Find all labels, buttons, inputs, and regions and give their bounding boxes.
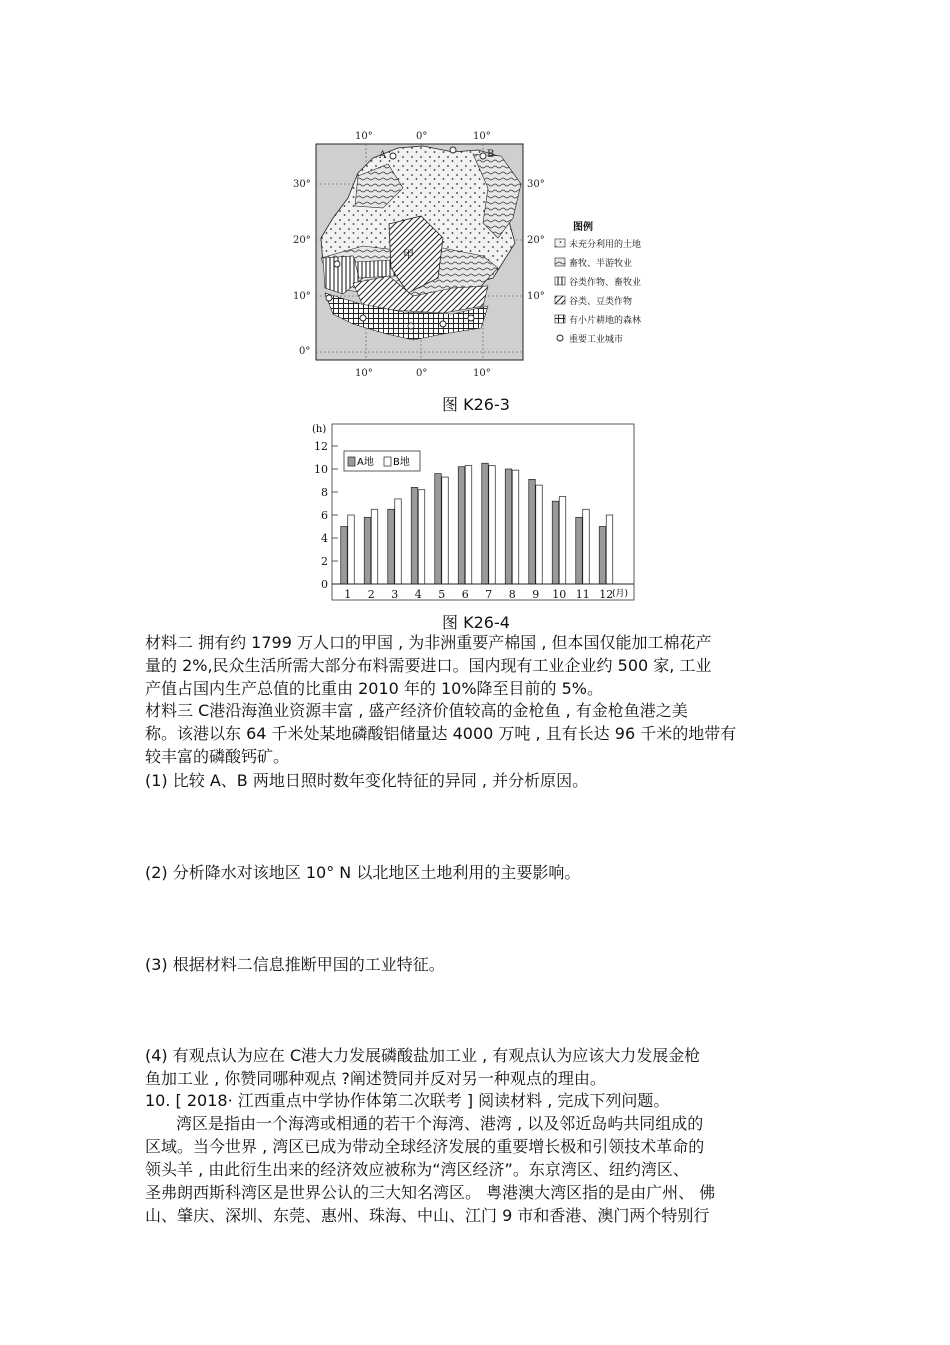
bar-a-month-1 <box>341 527 348 585</box>
material-3-line-1: 材料三 C港沿海渔业资源丰富 , 盛产经济价值较高的金枪鱼 , 有金枪鱼港之美 <box>145 701 688 720</box>
x-tick-label: 12 <box>599 588 614 601</box>
bar-a-month-11 <box>576 517 583 584</box>
x-tick-label: 6 <box>461 588 469 601</box>
material-3-line-2: 称。该港以东 64 千米处某地磷酸铝储量达 4000 万吨 , 且有长达 96 千米的地带有 <box>145 724 737 743</box>
bay-area-line-1: 湾区是指由一个海湾或相通的若干个海湾、港湾 , 以及邻近岛屿共同组成的 <box>176 1114 704 1133</box>
bar-b-month-10 <box>559 497 566 584</box>
sunshine-hours-chart <box>308 420 638 602</box>
material-2-line-2: 量的 2%,民众生活所需大部分布料需要进口。国内现有工业企业约 500 家, 工业 <box>145 656 712 675</box>
bar-a-month-7 <box>482 463 489 584</box>
y-tick-label: 10 <box>314 463 328 476</box>
map-point-a: A <box>379 150 387 161</box>
x-tick-label: 3 <box>391 588 399 601</box>
bar-a-month-6 <box>458 467 465 584</box>
material-3-line-3: 较丰富的磷酸钙矿。 <box>145 747 290 766</box>
map-lon-label-top-3: 10° <box>473 131 491 142</box>
problem-10-header: 10. [ 2018· 江西重点中学协作体第二次联考 ] 阅读材料 , 完成下列问题。 <box>145 1091 670 1110</box>
bar-b-month-5 <box>442 477 449 584</box>
y-tick-label: 12 <box>314 440 328 453</box>
question-1: (1) 比较 A、B 两地日照时数年变化特征的异同 , 并分析原因。 <box>145 771 589 790</box>
map-caption: 图 K26-3 <box>442 395 510 414</box>
bar-b-month-7 <box>489 466 496 584</box>
bay-area-line-5: 山、肇庆、深圳、东莞、惠州、珠海、中山、江门 9 市和香港、澳门两个特别行 <box>145 1206 710 1225</box>
legend-item-pastoral: 畜牧、半游牧业 <box>569 259 633 269</box>
chart-y-unit: (h) <box>312 424 327 435</box>
material-2-line-1: 材料二 拥有约 1799 万人口的甲国 , 为非洲重要产棉国 , 但本国仅能加工棉花产 <box>145 633 712 652</box>
bar-a-month-10 <box>552 501 559 584</box>
y-tick-label: 8 <box>321 486 328 499</box>
legend-series-a: A地 <box>357 457 374 468</box>
question-4-line-1: (4) 有观点认为应在 C港大力发展磷酸盐加工业 , 有观点认为应该大力发展金枪 <box>145 1046 701 1065</box>
x-tick-label: 4 <box>414 588 422 601</box>
x-tick-label: 10 <box>552 588 567 601</box>
bar-b-month-1 <box>348 515 355 584</box>
legend-series-b: B地 <box>393 457 410 468</box>
bar-b-month-6 <box>465 466 472 584</box>
map-lat-label-20-right: 20° <box>527 235 545 246</box>
bar-b-month-11 <box>583 509 590 584</box>
legend-item-grain-livestock: 谷类作物、畜牧业 <box>569 278 642 288</box>
bar-a-month-2 <box>364 517 371 584</box>
map-lon-label-top-2: 0° <box>416 131 428 142</box>
bar-b-month-12 <box>606 515 613 584</box>
map-lat-label-30-left: 30° <box>293 179 311 190</box>
map-lat-label-10-right: 10° <box>527 291 545 302</box>
chart-caption: 图 K26-4 <box>442 613 510 632</box>
bar-b-month-4 <box>418 490 425 584</box>
bar-a-month-3 <box>388 509 395 584</box>
bar-a-month-4 <box>411 487 418 584</box>
bar-a-month-12 <box>599 527 606 585</box>
chart-x-unit: (月) <box>612 589 629 599</box>
land-use-map <box>293 128 655 378</box>
y-tick-label: 4 <box>321 532 328 545</box>
map-lat-label-10-left: 10° <box>293 291 311 302</box>
bar-b-month-3 <box>395 499 402 584</box>
map-lon-label-bottom-3: 10° <box>473 368 491 378</box>
legend-item-forest-farmland: 有小片耕地的森林 <box>569 316 642 326</box>
map-lon-label-bottom-1: 10° <box>355 368 373 378</box>
x-tick-label: 8 <box>508 588 516 601</box>
bar-a-month-8 <box>505 469 512 584</box>
y-tick-label: 6 <box>321 509 328 522</box>
x-tick-label: 9 <box>532 588 540 601</box>
x-tick-label: 2 <box>367 588 375 601</box>
material-2-line-3: 产值占国内生产总值的比重由 2010 年的 10%降至目前的 5%。 <box>145 679 604 698</box>
map-point-b: B <box>487 149 495 160</box>
x-tick-label: 7 <box>485 588 493 601</box>
x-tick-label: 11 <box>575 588 590 601</box>
question-2: (2) 分析降水对该地区 10° N 以北地区土地利用的主要影响。 <box>145 863 581 882</box>
question-4-line-2: 鱼加工业 , 你赞同哪种观点 ?阐述赞同并反对另一种观点的理由。 <box>145 1069 606 1088</box>
bar-a-month-5 <box>435 474 442 584</box>
chart-legend <box>344 451 420 471</box>
bar-b-month-2 <box>371 509 378 584</box>
map-label-jia: 甲 <box>403 248 414 261</box>
map-lat-label-0-left: 0° <box>299 346 311 357</box>
map-lat-label-20-left: 20° <box>293 235 311 246</box>
bay-area-line-2: 区域。当今世界 , 湾区已成为带动全球经济发展的重要增长极和引领技术革命的 <box>145 1137 705 1156</box>
y-tick-label: 0 <box>321 578 328 591</box>
legend-item-industrial-city: 重要工业城市 <box>569 335 624 345</box>
y-tick-label: 2 <box>321 555 328 568</box>
bar-a-month-9 <box>529 479 536 584</box>
bay-area-line-4: 圣弗朗西斯科湾区是世界公认的三大知名湾区。 粤港澳大湾区指的是由广州、 佛 <box>145 1183 716 1202</box>
bar-b-month-8 <box>512 470 519 584</box>
map-lon-label-bottom-2: 0° <box>416 368 428 378</box>
bay-area-line-3: 领头羊 , 由此衍生出来的经济效应被称为“湾区经济”。东京湾区、纽约湾区、 <box>145 1160 689 1179</box>
map-lat-label-30-right: 30° <box>527 179 545 190</box>
legend-item-grain-bean: 谷类、豆类作物 <box>569 297 633 307</box>
legend-title: 图例 <box>573 222 593 233</box>
question-3: (3) 根据材料二信息推断甲国的工业特征。 <box>145 955 445 974</box>
legend-item-unused-land: 未充分利用的土地 <box>569 240 642 250</box>
bar-b-month-9 <box>536 485 543 584</box>
x-tick-label: 5 <box>438 588 446 601</box>
x-tick-label: 1 <box>344 588 352 601</box>
map-lon-label-top-1: 10° <box>355 131 373 142</box>
